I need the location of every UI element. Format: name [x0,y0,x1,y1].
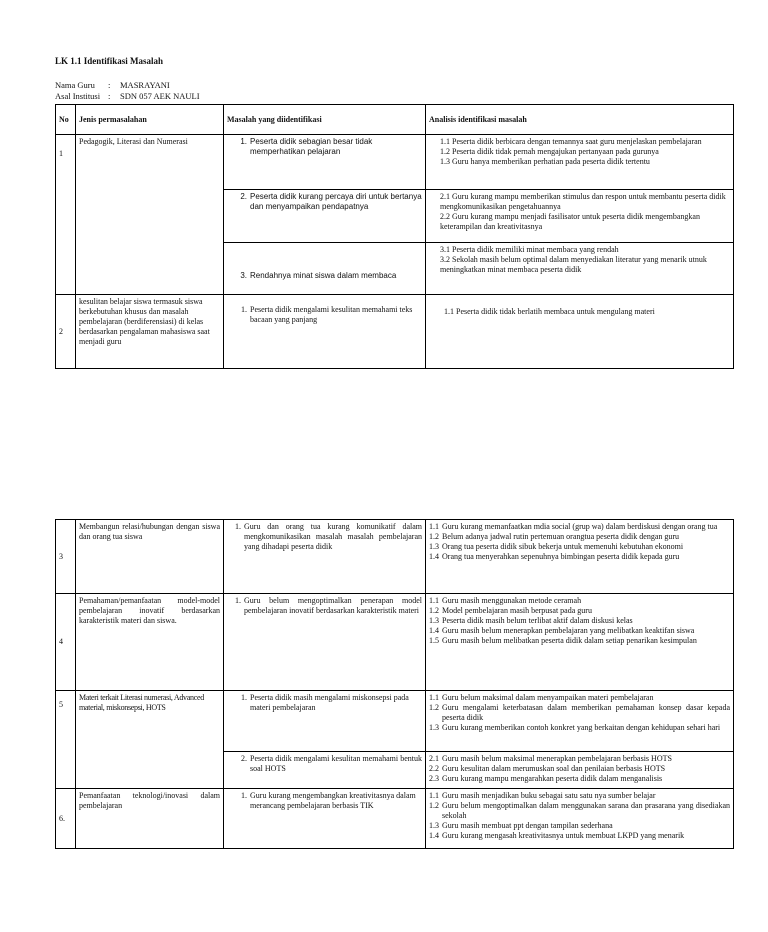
meta-label: Nama Guru [55,80,95,90]
list-item: 1.5 Guru masih belum melibatkan peserta didik dalam setiap penarikan kesimpulan [429,636,697,645]
list-item: 3.1 Peserta didik memiliki minat membaca yang rendah [440,245,619,254]
table-row [56,594,734,691]
col-header: No [56,105,76,135]
table-row [56,135,734,190]
list-item: 1.4 Orang tua menyerahkan sepenuhnya bimbingan peserta didik kepada guru [429,552,680,561]
row-no: 3 [56,520,76,594]
col-header: Jenis permasalahan [76,105,224,135]
list-item: 1. Peserta didik sebagian besar tidak memperhatikan pelajaran [240,137,373,156]
row-masalah [224,691,426,752]
row-no: 6. [56,789,76,849]
row-analisis [426,190,734,243]
row-analisis [426,295,734,369]
row-analisis [426,135,734,190]
row-no: 2 [56,295,76,369]
list-item: 1. Guru belum mengoptimalkan penerapan model pembelajaran inovatif berdasarkan karakteristik materi [235,596,422,615]
problem-table-part-1 [55,104,734,369]
row-masalah [224,520,426,594]
page-title: LK 1.1 Identifikasi Masalah [55,56,164,66]
meta-label: Asal Institusi [55,91,101,101]
row-jenis: Membangun relasi/hubungan dengan siswa dan orang tua siswa [76,520,224,594]
table-header-row [56,105,734,135]
row-analisis [426,243,734,295]
row-no: 1 [56,135,76,295]
table-row [56,789,734,849]
list-item: 1.4 Guru kurang mengasah kreativitasnya untuk membuat LKPD yang menarik [429,831,685,840]
list-item: 1. Guru dan orang tua kurang komunikatif dalam mengkomunikasikan masalah masalah pembelajaran yang dihadapi peserta didik [235,522,422,551]
row-masalah [224,243,426,295]
row-masalah [224,190,426,243]
row-analisis [426,789,734,849]
meta-guru [55,80,170,91]
list-item: 1.1 Guru belum maksimal dalam menyampaikan materi pembelajaran [429,693,654,702]
list-item: 1.2 Guru mengalami keterbatasan dalam memberikan pemahaman konsep dasar kepada peserta didik [429,703,730,722]
table-row [56,691,734,752]
list-item: 1. Peserta didik mengalami kesulitan memahami teks bacaan yang panjang [241,305,413,324]
row-no: 5 [56,691,76,789]
list-item: 1.2 Guru belum mengoptimalkan dalam menggunakan sarana dan prasarana yang disediakan sekolah [429,801,730,820]
meta-value: SDN 057 AEK NAULI [120,91,200,101]
list-item: 2.2 Guru kesulitan dalam merumuskan soal dan penilaian berbasis HOTS [429,764,666,773]
row-analisis [426,752,734,789]
list-item: 1.3 Guru hanya memberikan perhatian pada peserta didik tertentu [440,157,650,166]
list-item: 2.2 Guru kurang mampu menjadi fasilisator untuk peserta didik mengembangkan keterampilan dan kreativitasnya [440,212,700,231]
row-masalah [224,594,426,691]
list-item: 2.1 Guru kurang mampu memberikan stimulus dan respon untuk membantu peserta didik mengkomunikasikan pengetahuannya [440,192,726,211]
list-item: 1. Peserta didik masih mengalami miskonsepsi pada materi pembelajaran [241,693,409,712]
row-analisis [426,520,734,594]
row-jenis: Materi terkait Literasi numerasi, Advanced material, miskonsepsi, HOTS [76,691,224,789]
row-jenis: Pemanfaatan teknologi/inovasi dalam pembelajaran [76,789,224,849]
problem-table-part-2 [55,519,734,849]
list-item: 1.1 Guru masih menjadikan buku sebagai satu satu nya sumber belajar [429,791,656,800]
row-analisis [426,594,734,691]
list-item: 1.3 Orang tua peserta didik sibuk bekerja untuk memenuhi kebutuhan ekonomi [429,542,684,551]
list-item: 1.1 Guru kurang memanfaatkan mdia social (grup wa) dalam berdiskusi dengan orang tua [429,522,718,531]
col-header: Analisis identifikasi masalah [426,105,734,135]
meta-value: MASRAYANI [120,80,170,90]
row-no: 4 [56,594,76,691]
table-row [56,295,734,369]
list-item: 1.4 Guru masih belum menerapkan pembelajaran yang melibatkan keaktifan siswa [429,626,695,635]
row-jenis: Pemahaman/pemanfaatan model-model pembelajaran inovatif berdasarkan karakteristik materi dan siswa. [76,594,224,691]
list-item: 2.1 Guru masih belum maksimal menerapkan pembelajaran berbasis HOTS [429,754,672,763]
row-masalah [224,752,426,789]
list-item: 1.3 Guru kurang memberikan contoh konkret yang berkaitan dengan kehidupan sehari hari [429,723,721,732]
list-item: 2. Peserta didik kurang percaya diri untuk bertanya dan menyampaikan pendapatnya [240,192,422,211]
list-item: 1.2 Peserta didik tidak pernah mengajukan pertanyaan pada gurunya [440,147,659,156]
row-masalah [224,789,426,849]
row-analisis [426,691,734,752]
list-item: 1. Guru kurang mengembangkan kreativitasnya dalam merancang pembelajaran berbasis TIK [241,791,416,810]
list-item: 3. Rendahnya minat siswa dalam membaca [240,270,397,280]
row-jenis: kesulitan belajar siswa termasuk siswa berkebutuhan khusus dan masalah pembelajaran (berdiferensiasi) di kelas berdasarkan pengalaman mahasiswa saat menjadi guru [76,295,224,369]
meta-institusi [55,91,200,102]
row-masalah [224,135,426,190]
table-row [56,520,734,594]
meta-colon: : [108,91,111,101]
list-item: 2. Peserta didik mengalami kesulitan memahami bentuk soal HOTS [241,754,422,773]
col-header: Masalah yang diidentifikasi [224,105,426,135]
meta-colon: : [108,80,111,90]
list-item: 1.2 Model pembelajaran masih berpusat pada guru [429,606,592,615]
list-item: 1.1 Guru masih menggunakan metode ceramah [429,596,582,605]
row-jenis: Pedagogik, Literasi dan Numerasi [76,135,224,295]
list-item: 1.3 Guru masih membuat ppt dengan tampilan sederhana [429,821,613,830]
list-item: 1.1 Peserta didik berbicara dengan temannya saat guru menjelaskan pembelajaran [440,137,702,146]
list-item: 2.3 Guru kurang mampu mengarahkan peserta didik dalam menganalisis [429,774,663,783]
list-item: 1.1 Peserta didik tidak berlatih membaca untuk mengulang materi [444,307,655,316]
list-item: 3.2 Sekolah masih belum optimal dalam menyediakan literatur yang menarik utnuk meningkatkan minat membaca peserta didik [440,255,707,274]
list-item: 1.3 Peserta didik masih belum terlibat aktif dalam diskusi kelas [429,616,633,625]
list-item: 1.2 Belum adanya jadwal rutin pertemuan orangtua peserta didik dengan guru [429,532,680,541]
row-masalah [224,295,426,369]
